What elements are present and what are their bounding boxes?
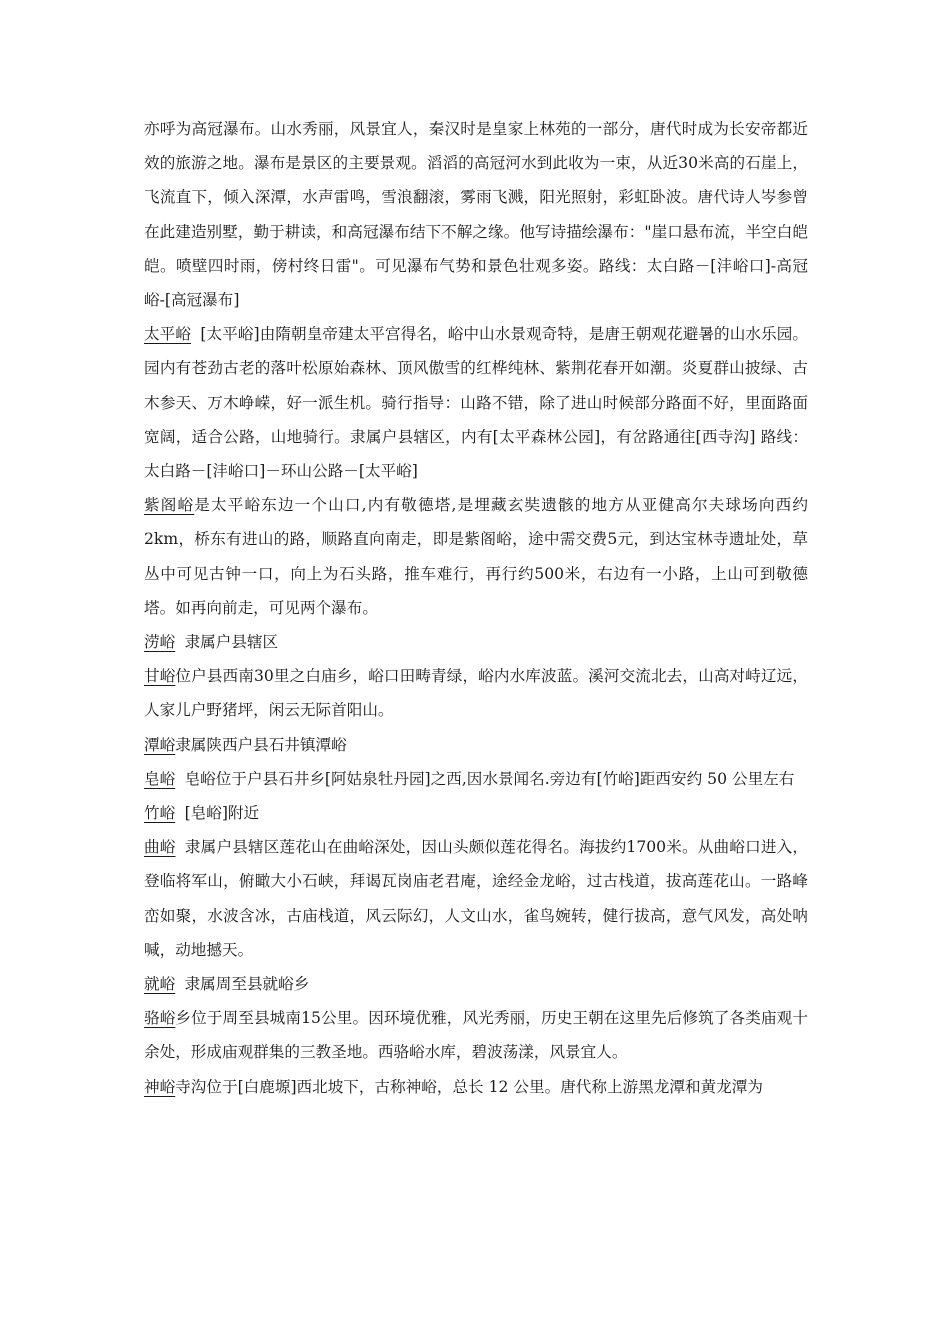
paragraph-text: 隶属户县辖区 bbox=[184, 633, 279, 652]
paragraph-ganyu bbox=[144, 659, 808, 727]
paragraph-text: 隶属户县辖区莲花山在曲峪深处，因山头颇似莲花得名。海拔约1700米。从曲峪口进入，登临将军山，俯瞰大小石峡，拜谒瓦岗庙老君庵，途经金龙峪，过古栈道，拔高莲花山。一路峰峦如聚，水波含冰，古庙栈道，风云际幻，人文山水，雀鸟婉转，健行拔高，意气风发，高处呐喊，动地撼天。 bbox=[144, 838, 808, 959]
paragraph-text: 隶属陕西户县石井镇潭峪 bbox=[175, 735, 347, 754]
place-term-link[interactable]: 竹峪 bbox=[144, 804, 176, 823]
place-term-link[interactable]: 神峪 bbox=[144, 1077, 176, 1096]
paragraph-luoyu bbox=[144, 1001, 808, 1069]
paragraph-text: 皂峪位于户县石井乡[阿姑泉牡丹园]之西,因水景闻名.旁边有[竹峪]距西安约 50 公里左右 bbox=[184, 769, 795, 788]
place-term-link[interactable]: 潭峪 bbox=[144, 735, 176, 754]
paragraph-gaoguan-waterfall bbox=[144, 112, 808, 317]
paragraph-zhuyu bbox=[144, 796, 808, 830]
paragraph-text: 乡位于周至县城南15公里。因环境优雅，风光秀丽，历史王朝在这里先后修筑了各类庙观十余处，形成庙观群集的三教圣地。西骆峪水库，碧波荡漾，风景宜人。 bbox=[144, 1009, 808, 1062]
place-term-link[interactable]: 涝峪 bbox=[144, 633, 176, 652]
place-term-link[interactable]: 紫阁峪 bbox=[144, 496, 195, 515]
paragraph-shenyu bbox=[144, 1070, 808, 1104]
paragraph-taipingyu bbox=[144, 317, 808, 488]
place-term-link[interactable]: 就峪 bbox=[144, 975, 176, 994]
paragraph-tanyu bbox=[144, 728, 808, 762]
paragraph-laoyu bbox=[144, 625, 808, 659]
place-term-link[interactable]: 甘峪 bbox=[144, 667, 176, 686]
paragraph-text: 是太平峪东边一个山口,内有敬德塔,是埋藏玄奘遗骸的地方从亚健高尔夫球场向西约2km，桥东有进山的路，顺路直向南走，即是紫阁峪，途中需交费5元，到达宝林寺遗址处，草丛中可见古钟一口，向上为石头路，推车难行，再行约500米，右边有一小路，上山可到敬德塔。如再向前走，可见两个瀑布。 bbox=[144, 496, 808, 617]
place-term-link[interactable]: 骆峪 bbox=[144, 1009, 176, 1028]
paragraph-text: [太平峪]由隋朝皇帝建太平宫得名，峪中山水景观奇特，是唐王朝观花避暑的山水乐园。园内有苍劲古老的落叶松原始森林、顶风傲雪的红桦纯林、紫荆花春开如潮。炎夏群山披绿、古木参天、万木峥嵘，好一派生机。骑行指导：山路不错，除了进山时候部分路面不好，里面路面宽阔，适合公路，山地骑行。隶属户县辖区，内有[太平森林公园]，有岔路通往[西寺沟] 路线：太白路－[沣峪口]－环山公路－[太平峪] bbox=[144, 325, 808, 481]
place-term-link[interactable]: 曲峪 bbox=[144, 838, 176, 857]
paragraph-quyu bbox=[144, 830, 808, 967]
place-term-link[interactable]: 太平峪 bbox=[144, 325, 192, 344]
paragraph-zigeyu bbox=[144, 488, 808, 625]
paragraph-zaoyu bbox=[144, 762, 808, 796]
paragraph-text: 寺沟位于[白鹿塬]西北坡下，古称神峪，总长 12 公里。唐代称上游黑龙潭和黄龙潭为 bbox=[175, 1077, 763, 1096]
paragraph-text: [皂峪]附近 bbox=[184, 804, 260, 823]
paragraph-text: 隶属周至县就峪乡 bbox=[184, 975, 310, 994]
paragraph-text: 位户县西南30里之白庙乡，峪口田畴青绿，峪内水库波蓝。溪河交流北去，山高对峙辽远，人家儿户野猪坪，闲云无际首阳山。 bbox=[144, 667, 808, 720]
document-page bbox=[144, 112, 808, 1104]
paragraph-text: 亦呼为高冠瀑布。山水秀丽，风景宜人，秦汉时是皇家上林苑的一部分，唐代时成为长安帝都近效的旅游之地。瀑布是景区的主要景观。滔滔的高冠河水到此收为一束，从近30米高的石崖上，飞流直下，倾入深潭，水声雷鸣，雪浪翻滚，雾雨飞溅，阳光照射，彩虹卧波。唐代诗人岑参曾在此建造别墅，勤于耕读，和高冠瀑布结下不解之缘。他写诗描绘瀑布："崖口悬布流，半空白皑皑。喷壁四时雨，傍村终日雷"。可见瀑布气势和景色壮观多姿。路线：太白路－[沣峪口]-高冠峪-[高冠瀑布] bbox=[144, 120, 808, 310]
paragraph-jiuyu bbox=[144, 967, 808, 1001]
place-term-link[interactable]: 皂峪 bbox=[144, 769, 176, 788]
